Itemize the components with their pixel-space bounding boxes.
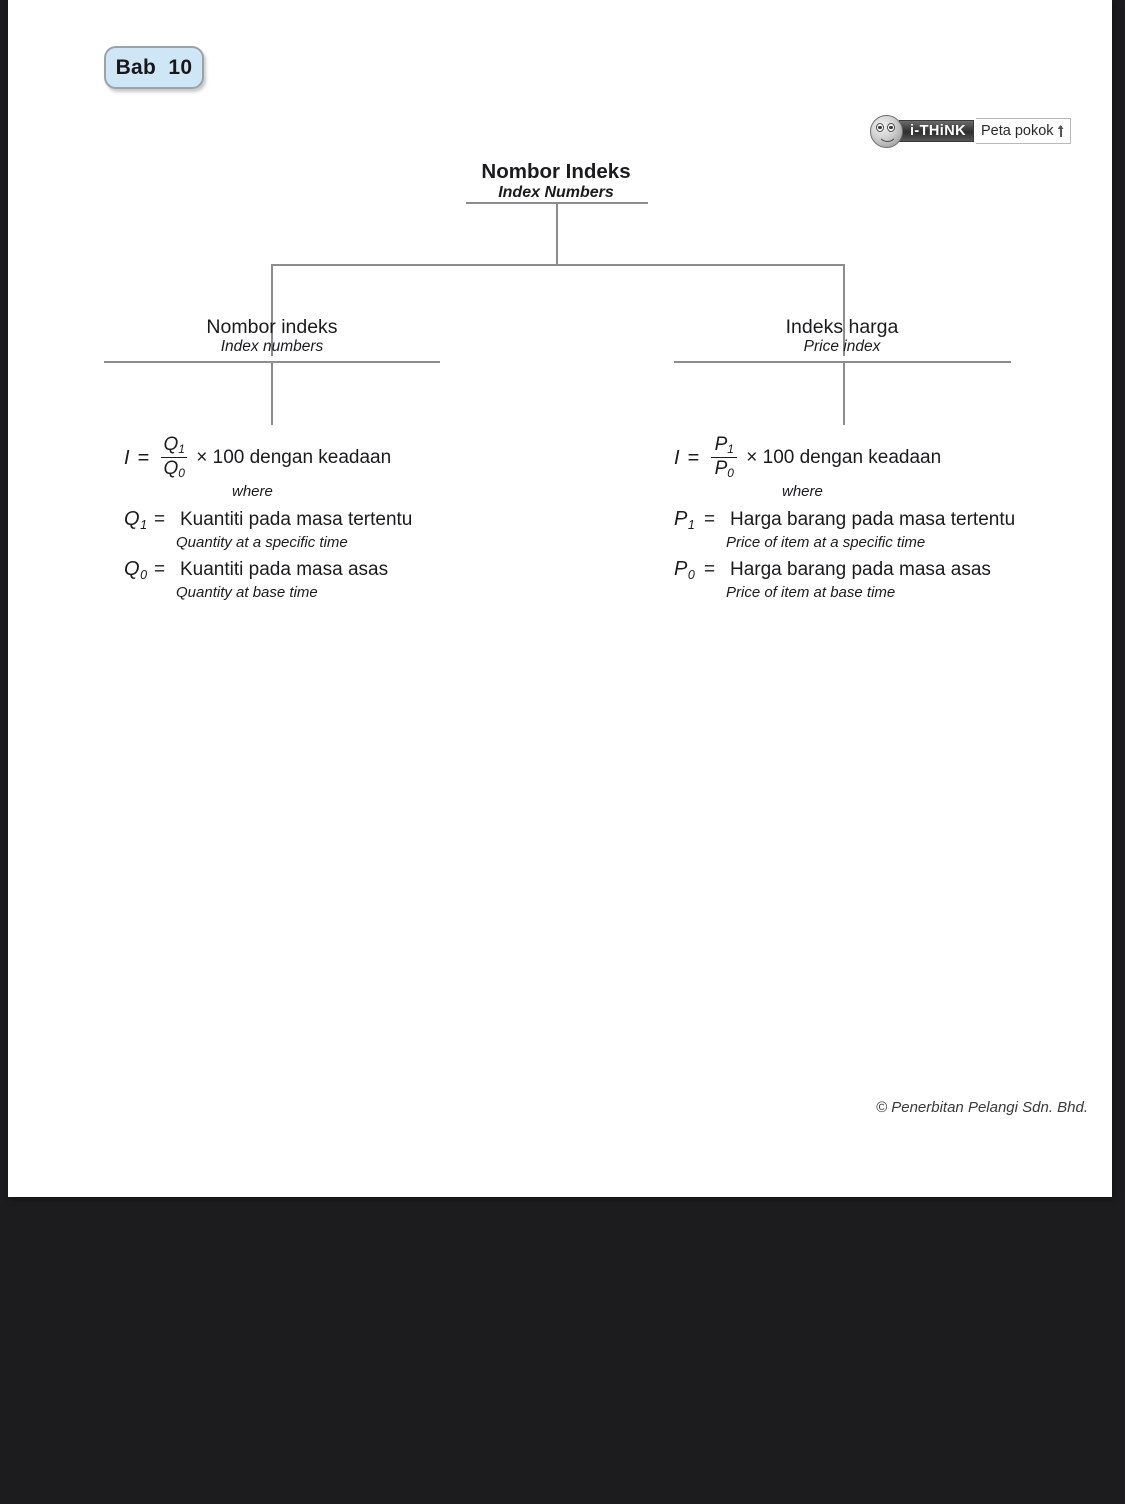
smiley-face-icon bbox=[870, 115, 903, 148]
formula-left-def1-var: $Q_1$ bbox=[124, 507, 148, 532]
formula-right-def1-equals: = bbox=[704, 508, 716, 530]
formula-left-def2-en: Quantity at base time bbox=[176, 583, 318, 601]
connector-right-formula-vertical bbox=[843, 361, 845, 425]
chapter-badge-label: Bab 10 bbox=[115, 55, 193, 79]
smiley-eye-right-icon bbox=[887, 123, 895, 132]
formula-left-denominator: $Q_0$ bbox=[163, 458, 185, 481]
formula-right-where: where bbox=[782, 482, 823, 500]
tree-branch-node-price-index bbox=[692, 316, 992, 356]
ithink-wordmark: i-THiNK bbox=[899, 120, 974, 142]
formula-left-definition-2 bbox=[124, 558, 412, 582]
formula-left-tail: × 100 dengan keadaan bbox=[196, 447, 392, 469]
formula-right-definition-1 bbox=[674, 508, 1015, 532]
page-sheet bbox=[8, 0, 1112, 1197]
smiley-eye-left-icon bbox=[876, 123, 884, 132]
chapter-badge bbox=[104, 46, 204, 89]
formula-right-def1-en: Price of item at a specific time bbox=[726, 533, 926, 551]
formula-right-def2-equals: = bbox=[704, 558, 716, 580]
formula-right-definition-2 bbox=[674, 558, 1015, 582]
formula-left-def1-equals: = bbox=[154, 508, 166, 530]
tree-root-title-en: Index Numbers bbox=[498, 183, 614, 201]
formula-right-equation bbox=[674, 436, 1015, 481]
tree-branch-left-title-ms: Nombor indeks bbox=[206, 316, 338, 338]
formula-right-lhs: I bbox=[674, 446, 680, 469]
tree-root-node bbox=[406, 160, 706, 202]
footer-copyright: © Penerbitan Pelangi Sdn. Bhd. bbox=[876, 1099, 1089, 1116]
formula-right-def2-en: Price of item at base time bbox=[726, 583, 896, 601]
formula-right-def1-ms: Harga barang pada masa tertentu bbox=[730, 508, 1016, 530]
formula-left-where: where bbox=[232, 482, 273, 500]
tree-branch-right-title-en: Price index bbox=[803, 338, 881, 356]
formula-right-def2-ms: Harga barang pada masa asas bbox=[730, 558, 991, 580]
tree-branch-node-index-numbers bbox=[122, 316, 422, 356]
formula-left-lhs: I bbox=[124, 446, 130, 469]
formula-left-def2-equals: = bbox=[154, 558, 166, 580]
formula-left-definition-1 bbox=[124, 508, 412, 532]
tree-map-icon bbox=[1057, 124, 1066, 138]
tree-branch-right-title-ms: Indeks harga bbox=[785, 316, 899, 338]
formula-left-def1-en: Quantity at a specific time bbox=[176, 533, 348, 551]
formula-block-price-index bbox=[674, 436, 1015, 601]
formula-block-index-numbers bbox=[124, 436, 412, 601]
tree-branch-left-title-en: Index numbers bbox=[220, 338, 324, 356]
formula-right-def1-var: $P_1$ bbox=[674, 507, 695, 532]
smiley-mouth-icon bbox=[878, 132, 897, 142]
ithink-map-type bbox=[976, 118, 1071, 144]
formula-left-def2-ms: Kuantiti pada masa asas bbox=[180, 558, 389, 580]
formula-right-denominator: $P_0$ bbox=[714, 458, 734, 481]
formula-right-def2-var: $P_0$ bbox=[674, 557, 695, 582]
formula-left-def2-var: $Q_0$ bbox=[124, 557, 148, 582]
formula-left-def1-ms: Kuantiti pada masa tertentu bbox=[180, 508, 413, 530]
tree-root-title-ms: Nombor Indeks bbox=[481, 160, 631, 183]
formula-right-equals: = bbox=[687, 446, 700, 469]
connector-branch-horizontal bbox=[271, 264, 845, 266]
formula-left-fraction bbox=[161, 435, 187, 480]
formula-left-equation bbox=[124, 436, 412, 481]
formula-right-tail: × 100 dengan keadaan bbox=[746, 447, 942, 469]
formula-left-equals: = bbox=[137, 446, 150, 469]
formula-right-fraction bbox=[711, 435, 737, 480]
ithink-badge bbox=[870, 114, 1071, 148]
formula-right-numerator: $P_1$ bbox=[714, 434, 734, 456]
connector-left-formula-vertical bbox=[271, 361, 273, 425]
ithink-map-type-label: Peta pokok bbox=[980, 123, 1054, 139]
formula-left-numerator: $Q_1$ bbox=[163, 434, 185, 456]
connector-root-vertical bbox=[556, 202, 558, 265]
